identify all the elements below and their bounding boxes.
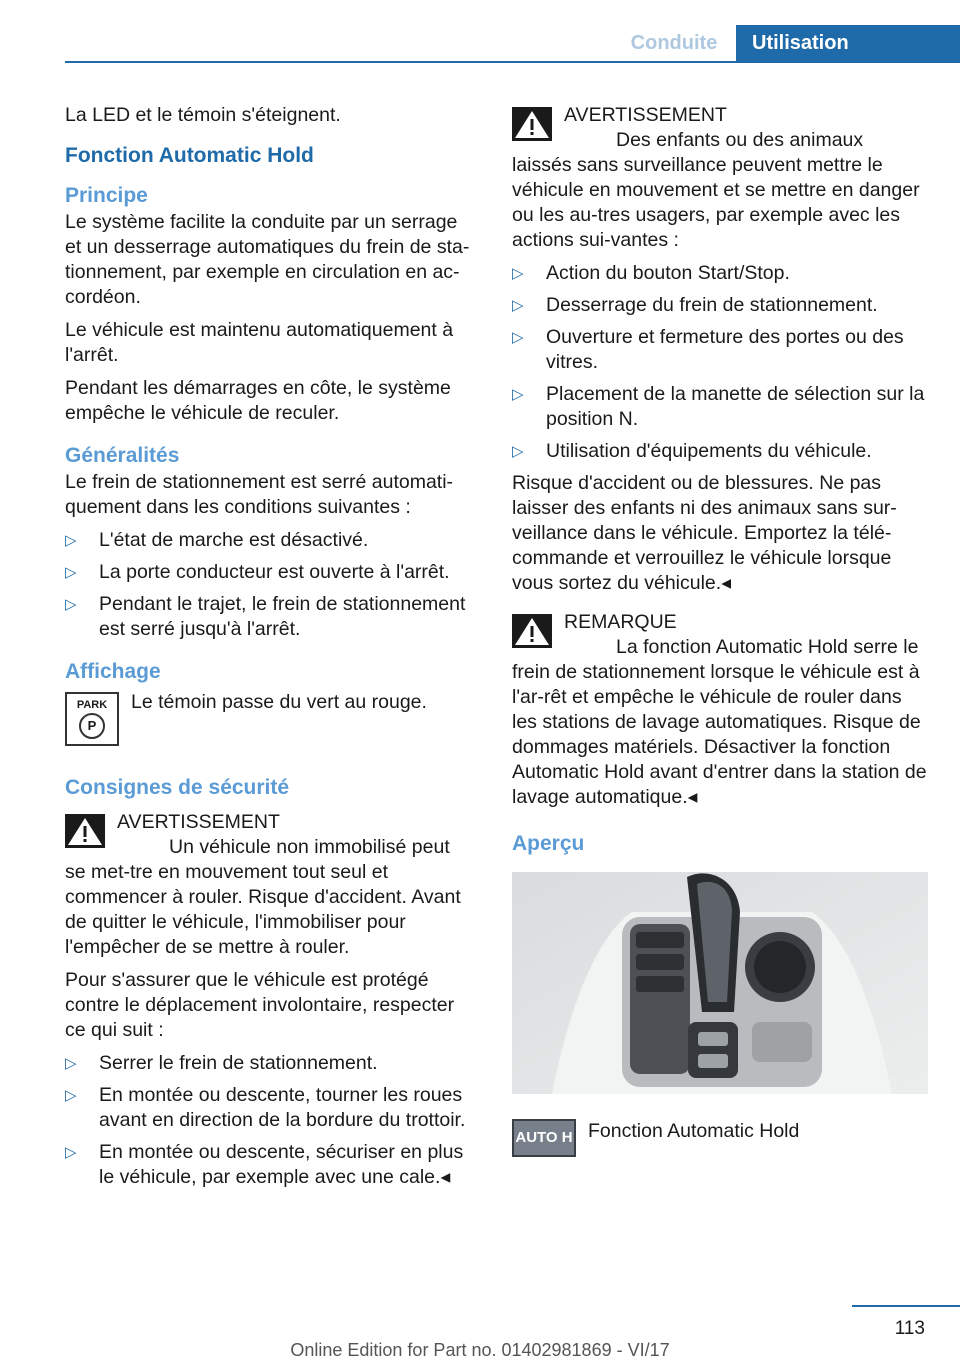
heading-affichage: Affichage (65, 660, 161, 683)
header-tab-conduite[interactable]: Conduite (630, 32, 718, 54)
list-item: ▷ Action du bouton Start/Stop. (512, 262, 790, 284)
heading-generalites: Généralités (65, 444, 180, 467)
triangle-bullet-icon: ▷ (65, 564, 77, 581)
principe-paragraph-1: Le système facilite la conduite par un serrage et un desserrage automatiques du frein de sta-tionnement, par exemple en circulation en ac-cordéon. (65, 211, 470, 308)
warning-title: AVERTISSEMENT (117, 811, 280, 833)
warning-block (512, 103, 928, 253)
generalites-list (65, 528, 475, 642)
triangle-bullet-icon: ▷ (65, 596, 77, 613)
list-item: ▷ En montée ou descente, sécuriser en plus le véhicule, par exemple avec une cale.◂ (65, 1141, 464, 1188)
note-text: La fonction Automatic Hold serre le frein de stationnement lorsque le véhicule est à l'ar-rêt et empêche le véhicule de rouler dans les stations de lavage automatiques. Risque de dommages matériels. Désactiver la fonction Automatic Hold avant d'entrer dans la station de lavage automatique.◂ (512, 636, 927, 808)
left-column (65, 103, 475, 1197)
triangle-bullet-icon: ▷ (512, 329, 524, 346)
consignes-paragraph: Pour s'assurer que le véhicule est protégé contre le déplacement involontaire, respecter ce qui suit : (65, 969, 455, 1041)
warning-title: AVERTISSEMENT (564, 104, 727, 126)
triangle-bullet-icon: ▷ (512, 443, 524, 460)
right-column (512, 103, 928, 1157)
list-item: ▷ Pendant le trajet, le frein de stationnement est serré jusqu'à l'arrêt. (65, 593, 466, 640)
heading-apercu: Aperçu (512, 832, 585, 855)
consignes-list (65, 1051, 475, 1190)
triangle-bullet-icon: ▷ (65, 1055, 77, 1072)
warning-triangle-icon (512, 614, 552, 648)
affichage-text: Le témoin passe du vert au rouge. (131, 691, 427, 713)
intro-text: La LED et le témoin s'éteignent. (65, 104, 341, 126)
section-title: Fonction Automatic Hold (65, 144, 314, 167)
warning-list (512, 261, 928, 464)
triangle-bullet-icon: ▷ (65, 1087, 77, 1104)
list-item: ▷ La porte conducteur est ouverte à l'arrêt. (65, 561, 450, 583)
list-item: ▷ Desserrage du frein de stationnement. (512, 294, 878, 316)
autoh-row (512, 1115, 928, 1157)
heading-consignes: Consignes de sécurité (65, 776, 290, 799)
header-rule (65, 61, 960, 63)
header-tab-utilisation[interactable]: Utilisation (736, 25, 960, 61)
triangle-bullet-icon: ▷ (512, 265, 524, 282)
note-block (512, 610, 928, 810)
generalites-paragraph: Le frein de stationnement est serré automati-quement dans les conditions suivantes : (65, 471, 454, 518)
list-item: ▷ L'état de marche est désactivé. (65, 529, 369, 551)
note-title: REMARQUE (564, 611, 677, 633)
warning-triangle-icon (512, 107, 552, 141)
center-console-photo (512, 872, 928, 1094)
footer-edition: Online Edition for Part no. 01402981869 - VI/17 (290, 1340, 670, 1360)
heading-principe: Principe (65, 184, 148, 207)
warning-triangle-icon (65, 814, 105, 848)
park-circle-icon (79, 713, 105, 739)
list-item: ▷ Utilisation d'équipements du véhicule. (512, 440, 872, 462)
list-item: ▷ Serrer le frein de stationnement. (65, 1052, 378, 1074)
triangle-bullet-icon: ▷ (65, 1144, 77, 1161)
page-number: 113 (894, 1318, 925, 1339)
park-icon-label: PARK (76, 699, 108, 711)
list-item: ▷ Ouverture et fermeture des portes ou des vitres. (512, 326, 904, 373)
auto-h-button-icon: AUTO H (512, 1119, 576, 1157)
warning-consequence: Risque d'accident ou de blessures. Ne pas laisser des enfants ni des animaux sans sur-veillance dans le véhicule. Emportez la télé-commande et verrouillez le véhicule lorsque vous sortez du véhicule.◂ (512, 472, 897, 594)
autoh-caption: Fonction Automatic Hold (588, 1120, 800, 1142)
footer-rule (852, 1305, 960, 1307)
triangle-bullet-icon: ▷ (512, 297, 524, 314)
list-item: ▷ Placement de la manette de sélection sur la position N. (512, 383, 925, 430)
list-item: ▷ En montée ou descente, tourner les roues avant en direction de la bordure du trottoir. (65, 1084, 466, 1131)
principe-paragraph-2: Le véhicule est maintenu automatiquement à l'arrêt. (65, 319, 454, 366)
warning-text: Un véhicule non immobilisé peut se met-tre en mouvement tout seul et commencer à rouler. Risque d'accident. Avant de quitter le véhicule, l'immobiliser pour l'empêcher de se mettre à rouler. (65, 836, 461, 958)
warning-block (65, 810, 475, 960)
principe-paragraph-3: Pendant les démarrages en côte, le système empêche le véhicule de reculer. (65, 377, 451, 424)
park-brake-icon (65, 692, 119, 746)
affichage-block (65, 690, 475, 752)
triangle-bullet-icon: ▷ (65, 532, 77, 549)
park-circle-letter: P (87, 718, 97, 733)
warning-text: Des enfants ou des animaux laissés sans surveillance peuvent mettre le véhicule en mouvement et se mettre en danger ou les au-tres usagers, par exemple avec les actions sui-vantes : (512, 129, 920, 251)
triangle-bullet-icon: ▷ (512, 386, 524, 403)
